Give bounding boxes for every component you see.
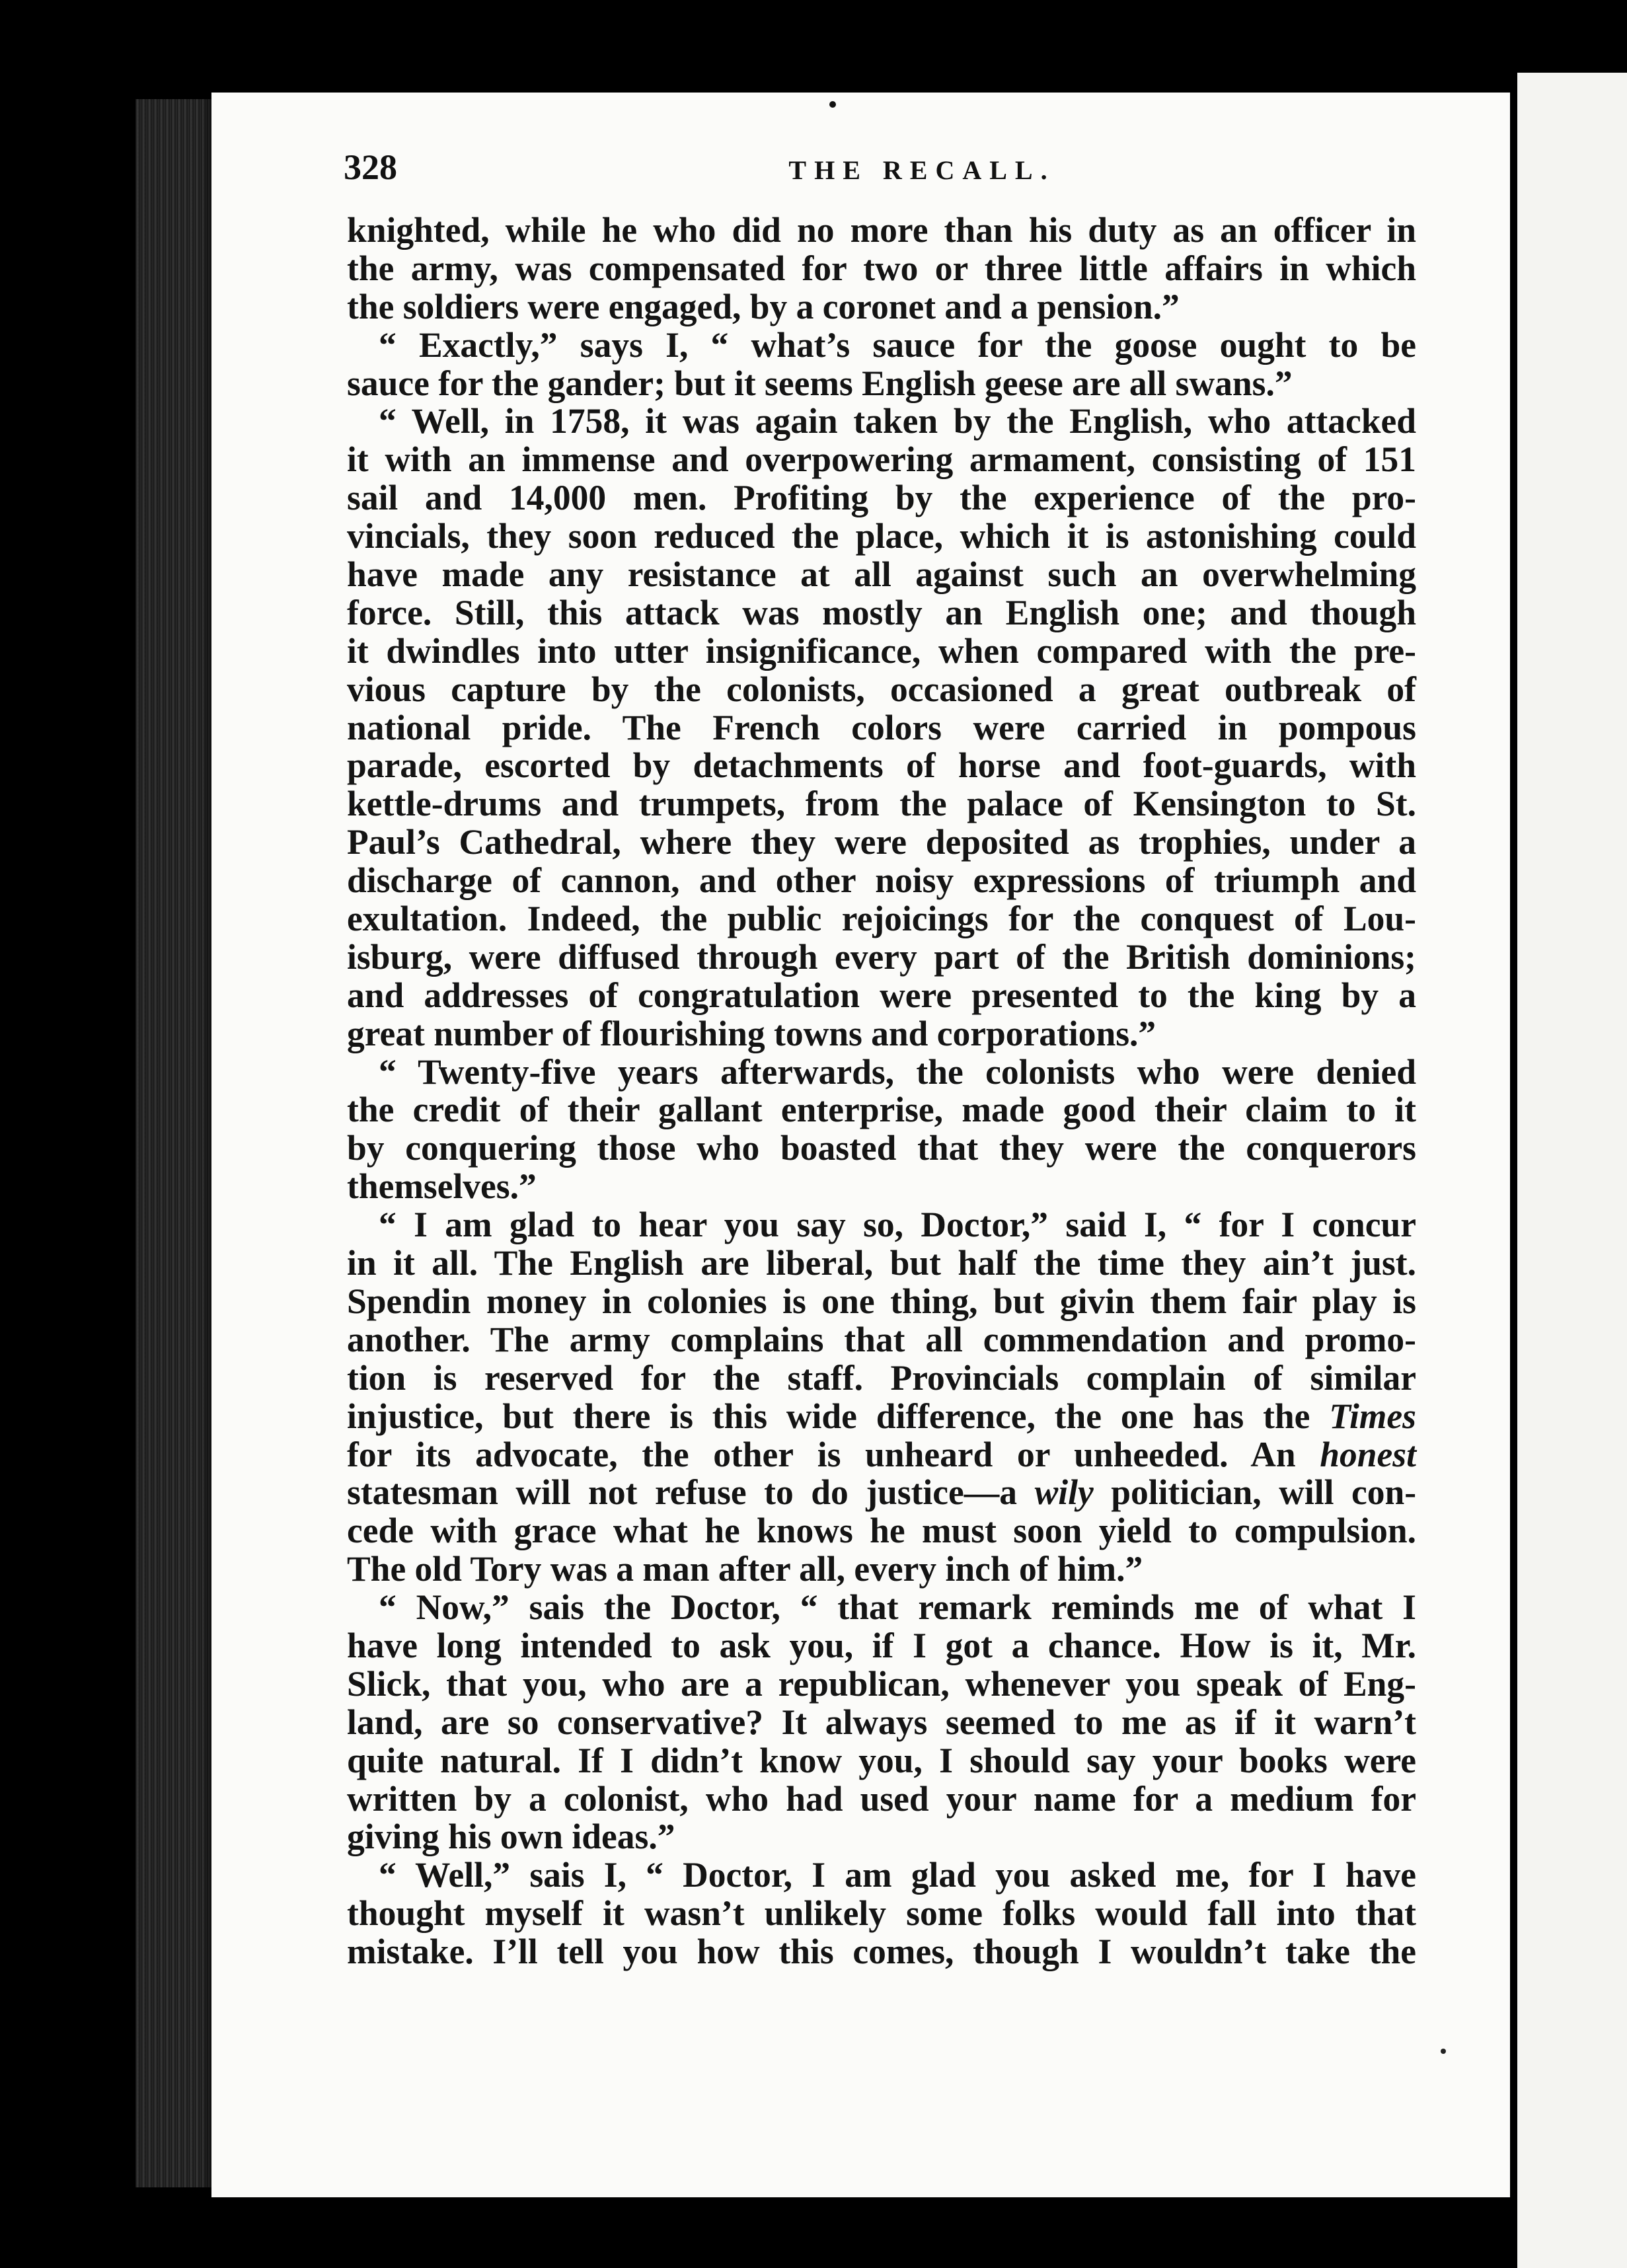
- text-line: [347, 1436, 1416, 1474]
- text-line-content: cede with grace what he knows he must soon yield to compulsion.: [347, 1511, 1416, 1551]
- italic-word: wily: [1034, 1472, 1094, 1513]
- text-line: [347, 862, 1416, 900]
- text-line: [347, 709, 1416, 747]
- text-line-content: great number of flourishing towns and corporations.”: [347, 1013, 1156, 1053]
- text-line: [347, 1627, 1416, 1665]
- text-line: [347, 594, 1416, 632]
- text-line: [347, 1742, 1416, 1780]
- text-line: [347, 326, 1416, 365]
- body-text: [347, 211, 1416, 1971]
- text-line: [347, 938, 1416, 977]
- text-line: [347, 402, 1416, 441]
- text-line: [347, 1053, 1416, 1092]
- text-line: [347, 1244, 1416, 1283]
- text-line-content: sauce for the gander; but it seems English geese are all swans.”: [347, 363, 1293, 403]
- italic-word: Times: [1329, 1396, 1416, 1436]
- text-line-content: “ Well, in 1758, it was again taken by the English, who attacked: [379, 401, 1416, 441]
- text-line: [347, 1283, 1416, 1321]
- text-line: [347, 1321, 1416, 1359]
- text-line-content: have made any resistance at all against such an overwhelming: [347, 554, 1416, 595]
- text-line-content: Slick, that you, who are a republican, whenever you speak of Eng-: [347, 1663, 1416, 1704]
- text-line-content: land, are so conservative? It always seemed to me as if it warn’t: [347, 1702, 1416, 1742]
- text-line-content: vincials, they soon reduced the place, which it is astonishing could: [347, 516, 1416, 556]
- text-line-content: thought myself it wasn’t unlikely some folks would fall into that: [347, 1893, 1416, 1934]
- text-line-content: tion is reserved for the staff. Provincials complain of similar: [347, 1357, 1416, 1398]
- text-line-content: national pride. The French colors were carried in pompous: [347, 707, 1416, 747]
- text-line-content: and addresses of congratulation were presented to the king by a: [347, 975, 1416, 1015]
- text-line-content: giving his own ideas.”: [347, 1817, 675, 1857]
- text-line: [347, 556, 1416, 594]
- text-line-content: Spendin money in colonies is one thing, but givin them fair play is: [347, 1281, 1416, 1321]
- text-line: [347, 517, 1416, 556]
- text-line-content: isburg, were diffused through every part of the British dominions;: [347, 936, 1416, 977]
- text-line: [347, 747, 1416, 785]
- text-line-content: another. The army complains that all commendation and promo-: [347, 1319, 1416, 1359]
- text-line: [347, 479, 1416, 517]
- text-line-content: by conquering those who boasted that they were the conquerors: [347, 1128, 1416, 1168]
- text-line: [347, 977, 1416, 1015]
- text-line-content: discharge of cannon, and other noisy expressions of triumph and: [347, 860, 1416, 901]
- text-line: [347, 671, 1416, 709]
- text-line: [347, 211, 1416, 250]
- text-line: [347, 632, 1416, 671]
- text-line-content: “ I am glad to hear you say so, Doctor,” said I, “ for I concur: [379, 1205, 1416, 1245]
- text-line: [347, 823, 1416, 862]
- text-line: [347, 1512, 1416, 1550]
- text-line-content: vious capture by the colonists, occasioned a great outbreak of: [347, 669, 1416, 709]
- text-line-content: the army, was compensated for two or three little affairs in which: [347, 248, 1416, 288]
- running-title: THE RECALL.: [788, 155, 1055, 185]
- text-line: [347, 1398, 1416, 1436]
- text-line-content: the soldiers were engaged, by a coronet and a pension.”: [347, 286, 1180, 326]
- ink-speck: [829, 101, 836, 108]
- running-head: [344, 147, 1414, 193]
- text-line-content: parade, escorted by detachments of horse and foot-guards, with: [347, 745, 1416, 786]
- text-line-content: the credit of their gallant enterprise, made good their claim to it: [347, 1090, 1416, 1130]
- text-line-content: in it all. The English are liberal, but half the time they ain’t just.: [347, 1243, 1416, 1283]
- text-line: [347, 1856, 1416, 1895]
- text-line-content: statesman will not refuse to do justice—a: [347, 1472, 1018, 1513]
- text-line-content: injustice, but there is this wide difference, the one has the: [347, 1396, 1310, 1436]
- text-line: [347, 1474, 1416, 1512]
- text-line: [347, 1206, 1416, 1244]
- text-line-content: kettle-drums and trumpets, from the palace of Kensington to St.: [347, 784, 1416, 824]
- text-line: [347, 1091, 1416, 1129]
- text-line-content: “ Well,” sais I, “ Doctor, I am glad you asked me, for I have: [379, 1855, 1416, 1895]
- text-line-content: themselves.”: [347, 1166, 537, 1207]
- text-line: [347, 441, 1416, 479]
- text-line: [347, 1550, 1416, 1589]
- text-line: [347, 1589, 1416, 1627]
- text-line: [347, 288, 1416, 326]
- text-line: [347, 1933, 1416, 1971]
- text-line: [347, 250, 1416, 288]
- text-line: [347, 1359, 1416, 1398]
- text-line-content: mistake. I’ll tell you how this comes, though I wouldn’t take the: [347, 1932, 1416, 1972]
- text-line-content: knighted, while he who did no more than his duty as an officer in: [347, 210, 1416, 250]
- text-line-content: The old Tory was a man after all, every inch of him.”: [347, 1549, 1143, 1589]
- facing-page-edge: [1513, 73, 1627, 2268]
- text-line-content: force. Still, this attack was mostly an English one; and though: [347, 592, 1416, 632]
- text-line-content: exultation. Indeed, the public rejoicings for the conquest of Lou-: [347, 899, 1416, 939]
- text-line: [347, 1665, 1416, 1704]
- text-line-content: sail and 14,000 men. Profiting by the experience of the pro-: [347, 478, 1416, 518]
- text-line-content: “ Exactly,” says I, “ what’s sauce for the goose ought to be: [379, 324, 1416, 365]
- text-line: [347, 1015, 1416, 1053]
- text-line-content: it with an immense and overpowering armament, consisting of 151: [347, 439, 1416, 480]
- text-line-content: “ Twenty-five years afterwards, the colonists who were denied: [379, 1051, 1416, 1092]
- text-line-content: written by a colonist, who had used your name for a medium for: [347, 1778, 1416, 1819]
- text-line: [347, 1895, 1416, 1933]
- text-line-content: for its advocate, the other is unheard or unheeded. An: [347, 1434, 1296, 1474]
- text-line-content: have long intended to ask you, if I got a chance. How is it, Mr.: [347, 1625, 1416, 1665]
- text-line-content: quite natural. If I didn’t know you, I should say your books were: [347, 1740, 1416, 1780]
- text-line-content: it dwindles into utter insignificance, when compared with the pre-: [347, 630, 1416, 671]
- text-line: [347, 785, 1416, 823]
- text-line: [347, 1129, 1416, 1168]
- text-line: [347, 1704, 1416, 1742]
- text-line: [347, 1780, 1416, 1819]
- text-line-content: “ Now,” sais the Doctor, “ that remark reminds me of what I: [379, 1587, 1416, 1628]
- text-line: [347, 1818, 1416, 1856]
- text-line: [347, 900, 1416, 938]
- text-line-continuation: politician, will con-: [1111, 1472, 1417, 1513]
- text-line: [347, 1168, 1416, 1206]
- italic-word: honest: [1320, 1434, 1416, 1474]
- page-number: 328: [344, 147, 397, 187]
- ink-speck: [1441, 2049, 1446, 2054]
- text-line: [347, 365, 1416, 403]
- text-line-content: Paul’s Cathedral, where they were deposited as trophies, under a: [347, 822, 1416, 862]
